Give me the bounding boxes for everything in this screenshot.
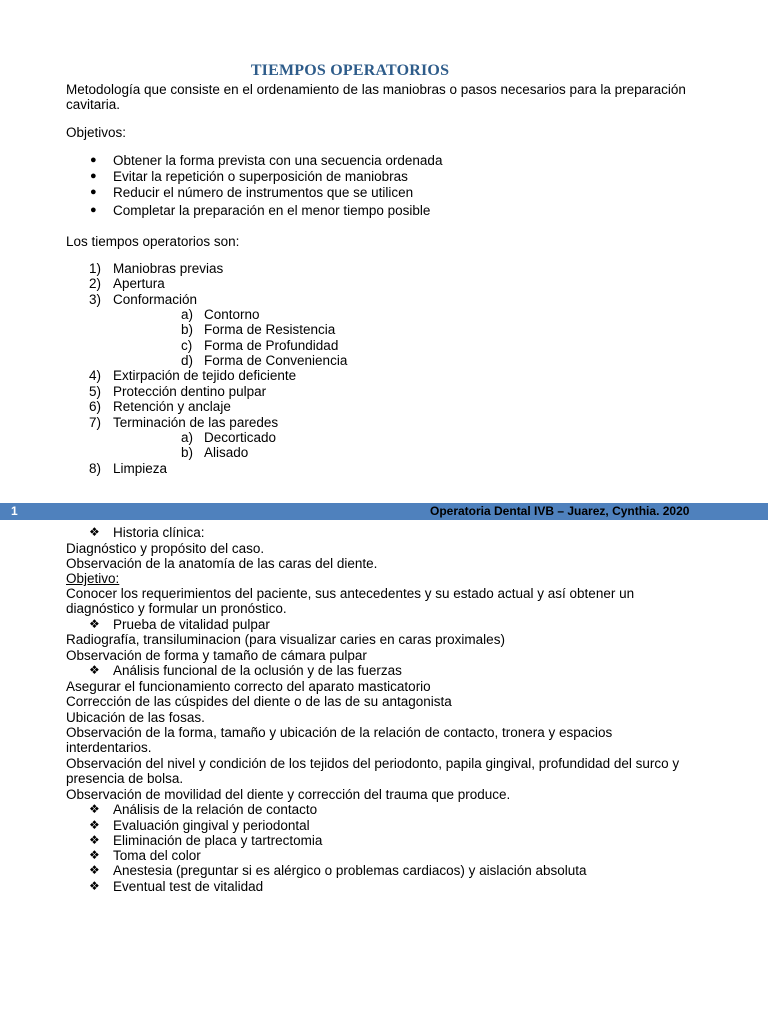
bullet-icon: ● <box>90 170 97 182</box>
list-item: Maniobras previas <box>113 261 224 276</box>
sublist-letter: a) <box>181 307 194 322</box>
sublist-item: Alisado <box>204 445 249 460</box>
list-item: Obtener la forma prevista con una secuencia ordenada <box>113 153 443 168</box>
list-item: Reducir el número de instrumentos que se utilicen <box>113 185 414 200</box>
list-item: Análisis funcional de la oclusión y de las fuerzas <box>113 663 402 678</box>
list-item: Limpieza <box>113 461 168 476</box>
document-title: TIEMPOS OPERATORIOS <box>250 62 450 79</box>
objetivos-label: Objetivos: <box>66 125 127 140</box>
list-item: Anestesia (preguntar si es alérgico o problemas cardiacos) y aislación absoluta <box>113 863 587 878</box>
sublist-letter: b) <box>181 322 194 337</box>
bullet-icon: ● <box>90 204 97 216</box>
list-item: Eventual test de vitalidad <box>113 879 264 894</box>
list-item: Toma del color <box>113 848 201 863</box>
intro-paragraph: Metodología que consiste en el ordenamiento de las maniobras o pasos necesarios para la preparación cavitaria. <box>66 82 686 113</box>
diamond-bullet-icon: ❖ <box>89 617 100 631</box>
text-line: Observación de movilidad del diente y corrección del trauma que produce. <box>66 787 511 802</box>
diamond-bullet-icon: ❖ <box>89 833 100 847</box>
diamond-bullet-icon: ❖ <box>89 525 100 539</box>
sublist-item: Contorno <box>204 307 260 322</box>
text-line: Corrección de las cúspides del diente o de las de su antagonista <box>66 694 452 709</box>
diamond-bullet-icon: ❖ <box>89 802 100 816</box>
objetivo-label: Objetivo: <box>66 571 120 586</box>
diamond-bullet-icon: ❖ <box>89 848 100 862</box>
sublist-letter: d) <box>181 353 194 368</box>
page-number: 1 <box>11 504 18 518</box>
list-item: Apertura <box>113 276 165 291</box>
text-line: Observación de la anatomía de las caras del diente. <box>66 556 378 571</box>
text-line: Radiografía, transiluminacion (para visualizar caries en caras proximales) <box>66 632 505 647</box>
list-item: Protección dentino pulpar <box>113 384 267 399</box>
periodonto-paragraph: Observación del nivel y condición de los tejidos del periodonto, papila gingival, profundidad del surco y presencia de bolsa. <box>66 756 680 787</box>
sublist-letter: a) <box>181 430 194 445</box>
list-item: Completar la preparación en el menor tiempo posible <box>113 203 431 218</box>
list-item: Extirpación de tejido deficiente <box>113 368 297 383</box>
diamond-bullet-icon: ❖ <box>89 818 100 832</box>
sublist-item: Decorticado <box>204 430 277 445</box>
text-line: Ubicación de las fosas. <box>66 710 205 725</box>
list-item: Análisis de la relación de contacto <box>113 802 318 817</box>
diamond-bullet-icon: ❖ <box>89 663 100 677</box>
list-number: 4) <box>89 368 102 383</box>
list-item: Retención y anclaje <box>113 399 231 414</box>
sublist-letter: c) <box>181 338 193 353</box>
text-line: Asegurar el funcionamiento correcto del aparato masticatorio <box>66 679 431 694</box>
list-item: Terminación de las paredes <box>113 415 279 430</box>
list-number: 3) <box>89 292 102 307</box>
tiempos-label: Los tiempos operatorios son: <box>66 234 240 249</box>
list-item: Prueba de vitalidad pulpar <box>113 617 270 632</box>
sublist-item: Forma de Resistencia <box>204 322 336 337</box>
footer-text: Operatoria Dental IVB – Juarez, Cynthia. 2020 <box>430 504 690 518</box>
sublist-item: Forma de Conveniencia <box>204 353 348 368</box>
list-number: 5) <box>89 384 102 399</box>
text-line: Observación de forma y tamaño de cámara pulpar <box>66 648 367 663</box>
list-number: 2) <box>89 276 102 291</box>
diamond-bullet-icon: ❖ <box>89 879 100 893</box>
bullet-icon: ● <box>90 186 97 198</box>
sublist-letter: b) <box>181 445 194 460</box>
sublist-item: Forma de Profundidad <box>204 338 339 353</box>
contacto-paragraph: Observación de la forma, tamaño y ubicación de la relación de contacto, tronera y espacios interdentarios. <box>66 725 613 756</box>
list-item: Conformación <box>113 292 198 307</box>
list-item: Historia clínica: <box>113 525 205 540</box>
objetivo-paragraph: Conocer los requerimientos del paciente, sus antecedentes y su estado actual y así obtener un diagnóstico y formular un pronóstico. <box>66 586 635 617</box>
list-number: 1) <box>89 261 102 276</box>
text-line: Diagnóstico y propósito del caso. <box>66 541 265 556</box>
diamond-bullet-icon: ❖ <box>89 863 100 877</box>
list-item: Evaluación gingival y periodontal <box>113 818 310 833</box>
list-item: Evitar la repetición o superposición de maniobras <box>113 169 408 184</box>
list-number: 7) <box>89 415 102 430</box>
list-item: Eliminación de placa y tartrectomia <box>113 833 323 848</box>
list-number: 8) <box>89 461 102 476</box>
list-number: 6) <box>89 399 102 414</box>
bullet-icon: ● <box>90 154 97 166</box>
